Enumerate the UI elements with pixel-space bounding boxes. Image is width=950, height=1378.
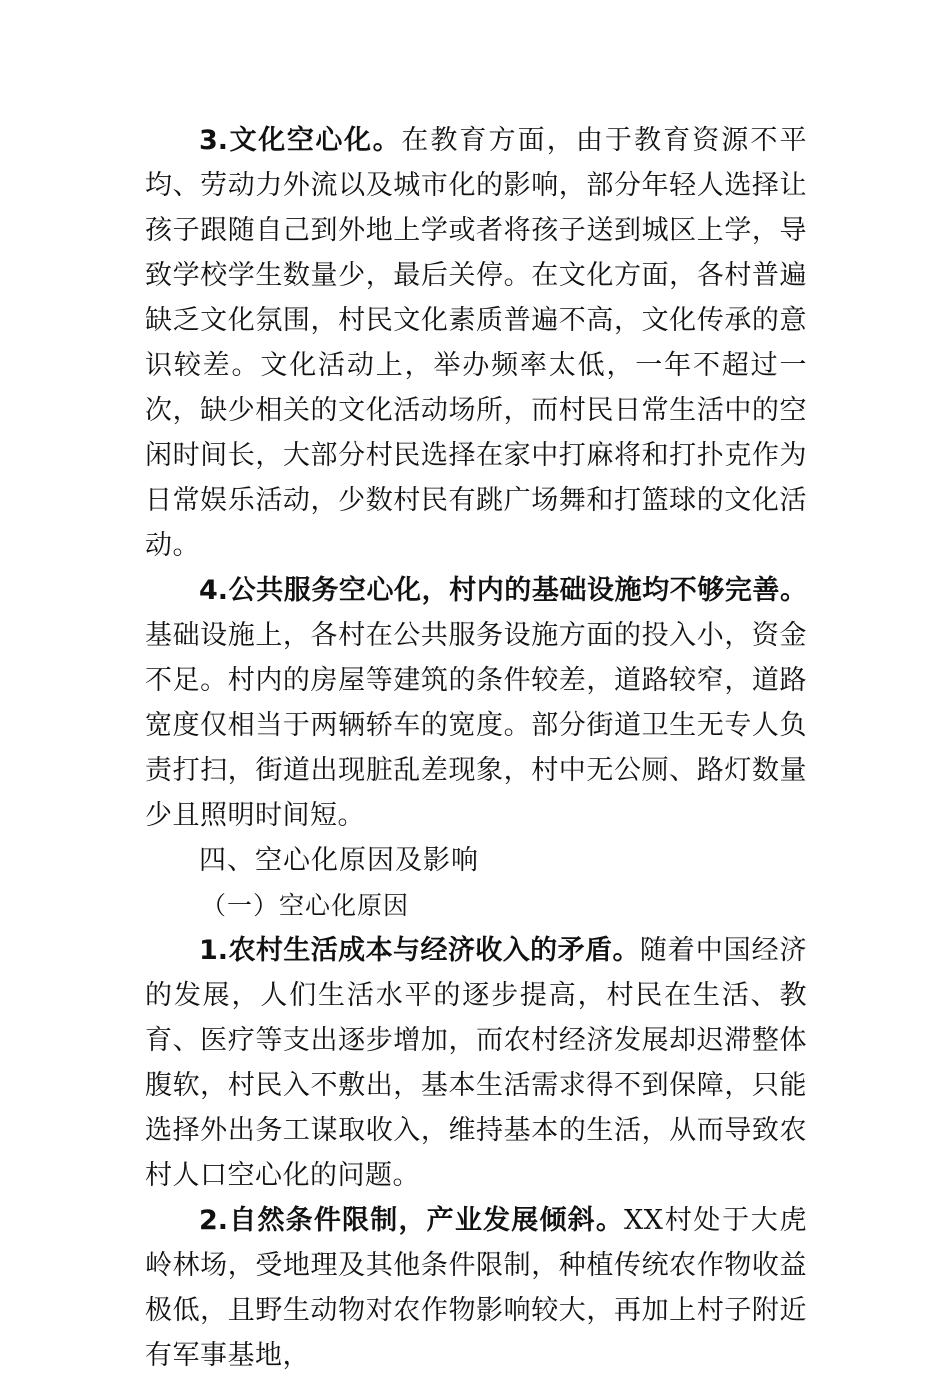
paragraph-cost-income-conflict: [145, 928, 807, 1198]
subsection-heading: （一）空心化原因: [201, 891, 410, 920]
paragraph-text: 基础设施上，各村在公共服务设施方面的投入小，资金不足。村内的房屋等建筑的条件较差，道路较窄，道路宽度仅相当于两辆轿车的宽度。部分街道卫生无专人负责打扫，街道出现脏乱差现象，村中无公厕、路灯数量少且照明时间短。: [145, 620, 807, 831]
paragraph-lead: 2.自然条件限制，产业发展倾斜。: [199, 1205, 625, 1236]
paragraph-lead: 4.公共服务空心化，村内的基础设施均不够完善。: [199, 575, 807, 606]
section-heading: 四、空心化原因及影响: [199, 845, 479, 876]
paragraph-text: XX村处于大虎岭林场，受地理及其他条件限制，种植传统农作物收益极低，且野生动物对农作物影响较大，再加上村子附近有军事基地，: [145, 1205, 807, 1371]
paragraph-text: 在教育方面，由于教育资源不平均、劳动力外流以及城市化的影响，部分年轻人选择让孩子跟随自己到外地上学或者将孩子送到城区上学，导致学校学生数量少，最后关停。在文化方面，各村普遍缺乏文化氛围，村民文化素质普遍不高，文化传承的意识较差。文化活动上，举办频率太低，一年不超过一次，缺少相关的文化活动场所，而村民日常生活中的空闲时间长，大部分村民选择在家中打麻将和打扑克作为日常娱乐活动，少数村民有跳广场舞和打篮球的文化活动。: [145, 125, 808, 561]
paragraph-natural-conditions: [145, 1198, 807, 1378]
paragraph-public-service-hollowing: [145, 568, 807, 838]
paragraph-lead: 1.农村生活成本与经济收入的矛盾。: [199, 935, 640, 966]
document-body: [145, 118, 807, 1378]
paragraph-lead: 3.文化空心化。: [199, 125, 402, 156]
paragraph-cultural-hollowing: [145, 118, 807, 568]
paragraph-text: 随着中国经济的发展，人们生活水平的逐步提高，村民在生活、教育、医疗等支出逐步增加，而农村经济发展却迟滞整体腹软，村民入不敷出，基本生活需求得不到保障，只能选择外出务工谋取收入，维持基本的生活，从而导致农村人口空心化的问题。: [145, 935, 808, 1191]
